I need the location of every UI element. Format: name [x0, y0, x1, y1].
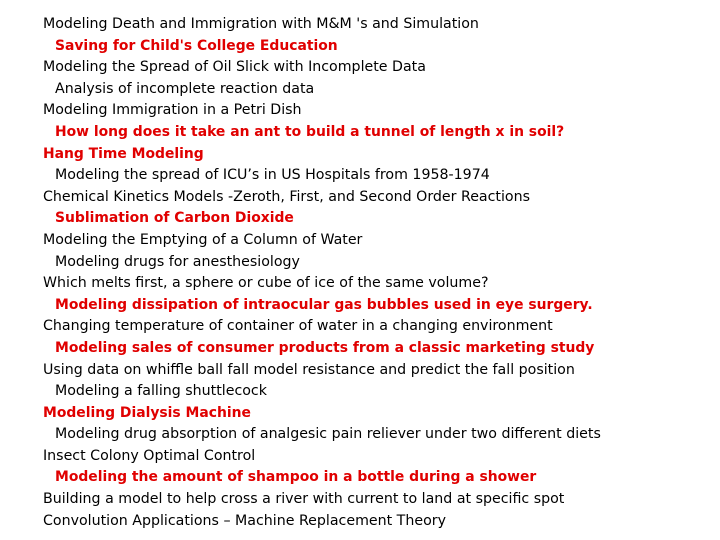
topic-line: Modeling drugs for anesthesiology [55, 253, 300, 270]
topic-line: Building a model to help cross a river with current to land at specific spot [43, 491, 565, 508]
topic-line: Modeling the Emptying of a Column of Water [43, 231, 363, 248]
highlighted-topic-line: Hang Time Modeling [43, 145, 204, 162]
topic-line: Which melts first, a sphere or cube of ice of the same volume? [43, 275, 489, 292]
topic-line: Modeling Immigration in a Petri Dish [43, 102, 302, 119]
topic-line: Modeling drug absorption of analgesic pain reliever under two different diets [55, 426, 601, 443]
highlighted-topic-line: Modeling the amount of shampoo in a bottle during a shower [55, 469, 537, 486]
topic-line: Changing temperature of container of water in a changing environment [43, 318, 553, 335]
topic-line: Chemical Kinetics Models -Zeroth, First, and Second Order Reactions [43, 188, 530, 205]
highlighted-topic-line: Modeling Dialysis Machine [43, 404, 251, 421]
topic-line: Modeling a falling shuttlecock [55, 383, 267, 400]
topic-line: Modeling the spread of ICU’s in US Hospitals from 1958-1974 [55, 167, 490, 184]
project-topic-list [43, 14, 713, 532]
highlighted-topic-line: Sublimation of Carbon Dioxide [55, 210, 294, 227]
topic-line: Insect Colony Optimal Control [43, 447, 256, 464]
topic-line: Modeling the Spread of Oil Slick with Incomplete Data [43, 59, 426, 76]
highlighted-topic-line: How long does it take an ant to build a tunnel of length x in soil? [55, 123, 565, 140]
topic-line: Analysis of incomplete reaction data [55, 80, 315, 97]
highlighted-topic-line: Saving for Child's College Education [55, 37, 338, 54]
highlighted-topic-line: Modeling sales of consumer products from a classic marketing study [55, 339, 595, 356]
topic-line: Using data on whiffle ball fall model resistance and predict the fall position [43, 361, 575, 378]
highlighted-topic-line: Modeling dissipation of intraocular gas bubbles used in eye surgery. [55, 296, 593, 313]
topic-line: Modeling Death and Immigration with M&M 's and Simulation [43, 16, 479, 32]
topic-line: Convolution Applications – Machine Replacement Theory [43, 512, 446, 529]
